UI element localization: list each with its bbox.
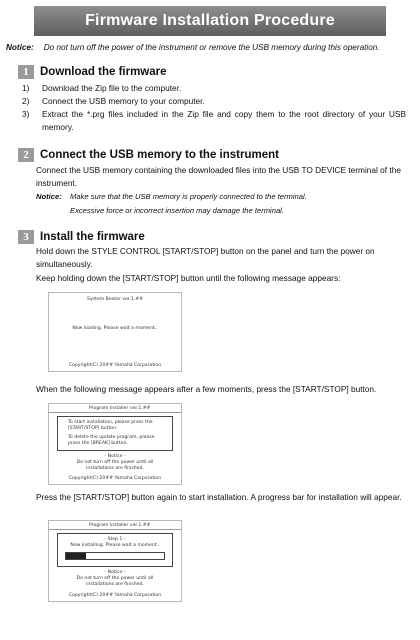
step-3-header [18, 229, 145, 245]
list-item [22, 82, 406, 95]
list-item-text: Connect the USB memory to your computer. [42, 96, 205, 106]
list-item [22, 108, 406, 134]
notice-label: Notice: [6, 43, 34, 52]
screen-step-label: - Step 1 - [104, 537, 126, 542]
step-3-text-4: Press the [START/STOP] button again to start installation. A progress bar for installation will appear. [36, 492, 402, 502]
screen-copyright: Copyright(C) 20## Yamaha Corporation [68, 476, 162, 481]
list-item [22, 95, 406, 108]
notice-line: Excessive force or incorrect insertion may damage the terminal. [70, 206, 284, 215]
step-1-header [18, 64, 167, 80]
screen-notice-label: - Notice - [104, 454, 126, 459]
list-item-number: 1) [22, 83, 30, 93]
step-title: Install the firmware [40, 231, 145, 243]
list-item-text: Extract the *.prg files included in the Zip file and copy them to the root directory of your USB memory. [42, 109, 406, 132]
screen-system-booter [48, 292, 182, 372]
step-3-text-2: Keep holding down the [START/STOP] button until the following message appears: [36, 273, 341, 283]
notice-line: Make sure that the USB memory is properly connected to the terminal. [70, 192, 307, 201]
notice [6, 42, 416, 53]
screen-program-installer [48, 403, 182, 485]
screen-copyright: Copyright(C) 20## Yamaha Corporation [68, 363, 162, 368]
screen-title: Program Installer ver.1.## [49, 404, 181, 413]
screen-message: Now loading. Please wait a moment.. [72, 326, 158, 331]
page-title: Firmware Installation Procedure [34, 6, 386, 36]
progress-bar [65, 552, 165, 560]
screen-notice-text: Do not turn off the power until all installations are finished. [76, 460, 154, 471]
list-item-text: Download the Zip file to the computer. [42, 83, 182, 93]
screen-progress-box [57, 533, 173, 567]
screen-copyright: Copyright(C) 20## Yamaha Corporation [68, 593, 162, 598]
list-item-number: 3) [22, 109, 30, 119]
screen-installing [48, 520, 182, 602]
step-3-text-1: Hold down the STYLE CONTROL [START/STOP] button on the panel and turn the power on simultaneously. [36, 246, 375, 269]
step-title: Connect the USB memory to the instrument [40, 149, 279, 161]
screen-notice-text: Do not turn off the power until all installations are finished. [76, 576, 154, 587]
screen-message: Now installing. Please wait a moment.. [70, 543, 160, 548]
list-item-number: 2) [22, 96, 30, 106]
notice-text: Do not turn off the power of the instrument or remove the USB memory during this operation. [43, 43, 380, 52]
screen-title: System Booter ver.1.## [87, 297, 143, 302]
step-number-badge: 1 [18, 65, 34, 79]
step-number-badge: 3 [18, 230, 34, 244]
progress-bar-fill [66, 553, 86, 559]
screen-message-box [57, 416, 173, 451]
step-1-list [22, 82, 406, 134]
screen-message: To delete the update program, please press the [BREAK] button. [68, 435, 155, 446]
step-2-notice [36, 190, 408, 218]
notice-label: Notice: [36, 192, 62, 201]
step-title: Download the firmware [40, 66, 167, 78]
step-3-text-3: When the following message appears after a few moments, press the [START/STOP] button. [36, 384, 377, 394]
screen-message: To start installation, please press the [START/STOP] button. [68, 420, 153, 431]
step-number-badge: 2 [18, 148, 34, 162]
step-2-text: Connect the USB memory containing the downloaded files into the USB TO DEVICE terminal of the instrument. [36, 165, 401, 188]
screen-notice-label: - Notice - [104, 570, 126, 575]
step-2-header [18, 147, 279, 163]
screen-title: Program Installer ver.1.## [49, 521, 181, 530]
